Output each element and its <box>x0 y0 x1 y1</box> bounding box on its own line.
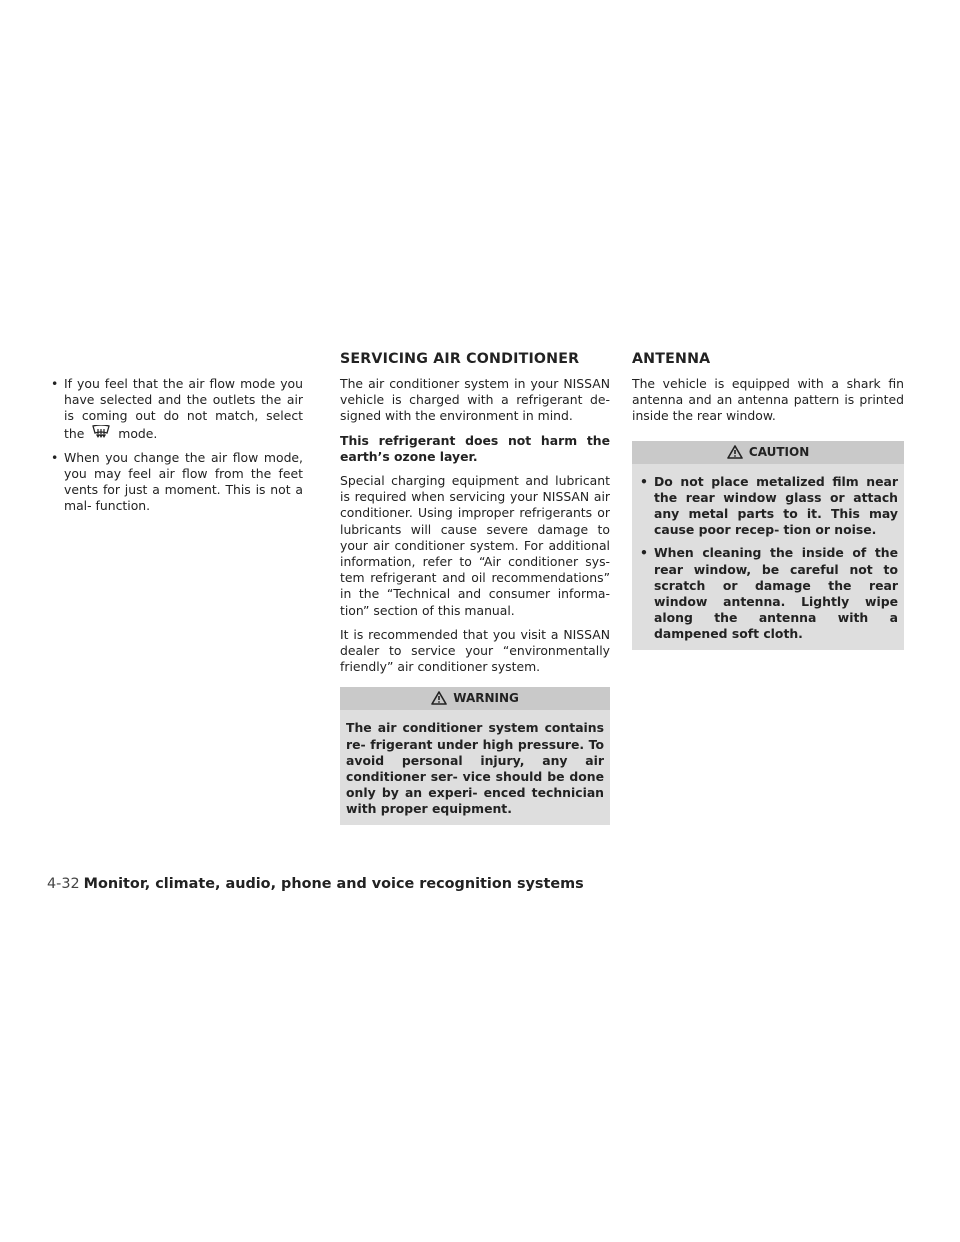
servicing-paragraph: Special charging equipment and lubricant is required when servicing your NISSAN air conditioner. Using improper refrigerants or lubricants will cause severe damage to your air conditioner system. For additional information, refer to “Air conditioner sys- tem refrigerant and oil recommendations” in the “Technical and consumer informa- tion” section of this manual. <box>340 473 610 618</box>
antenna-section <box>632 376 904 650</box>
left-column <box>47 376 303 523</box>
list-item <box>638 474 898 539</box>
caution-list <box>638 474 898 643</box>
airflow-note-text: When you change the air flow mode, you may feel air flow from the feet vents for just a moment. This is not a mal- function. <box>64 449 303 514</box>
caution-box <box>632 441 904 650</box>
list-item <box>47 450 303 515</box>
airflow-notes-list <box>47 376 303 515</box>
bullet-dot: • <box>51 376 59 391</box>
warning-triangle-icon <box>431 691 447 705</box>
caution-item-text: Do not place metalized film near the rear window glass or attach any metal parts to it. This may cause poor recep- tion or noise. <box>654 473 898 538</box>
servicing-section <box>340 376 610 825</box>
warning-text: The air conditioner system contains re- frigerant under high pressure. To avoid personal injury, any air conditioner ser- vice should be done only by an experi- enced technician with proper equipment. <box>346 720 604 817</box>
airflow-note-mode: mode. <box>118 425 158 441</box>
warning-box <box>340 687 610 824</box>
bullet-dot: • <box>51 449 59 465</box>
page-number: 4-32 <box>47 876 80 892</box>
list-item <box>638 545 898 642</box>
servicing-paragraph: It is recommended that you visit a NISSAN dealer to service your “environmentally friendly” air conditioner system. <box>340 626 610 675</box>
warning-title: WARNING <box>453 691 519 706</box>
servicing-heading: SERVICING AIR CONDITIONER <box>340 351 580 367</box>
airflow-note-text: If you feel that the air flow mode you have selected and the outlets the air is coming out do not match, select the <box>64 376 303 441</box>
warning-title-bar <box>340 687 610 710</box>
antenna-heading: ANTENNA <box>632 351 711 367</box>
antenna-paragraph: The vehicle is equipped with a shark fin antenna and an antenna pattern is printed inside the rear window. <box>632 376 904 424</box>
chapter-title: Monitor, climate, audio, phone and voice recognition systems <box>83 876 584 892</box>
servicing-bold-statement: This refrigerant does not harm the earth’s ozone layer. <box>340 432 610 464</box>
caution-item-text: When cleaning the inside of the rear window, be careful not to scratch or damage the rear window antenna. Lightly wipe along the antenna with a dampened soft cloth. <box>654 545 898 642</box>
bullet-dot: • <box>640 545 648 561</box>
bullet-dot: • <box>640 473 648 489</box>
list-item <box>47 376 303 442</box>
page-footer <box>47 876 584 892</box>
caution-title: CAUTION <box>748 444 810 459</box>
warning-triangle-icon <box>727 445 743 459</box>
defrost-floor-vent-icon <box>90 425 112 439</box>
caution-title-bar <box>632 441 904 464</box>
servicing-paragraph: The air conditioner system in your NISSAN vehicle is charged with a refrigerant de- signed with the environment in mind. <box>340 376 610 424</box>
